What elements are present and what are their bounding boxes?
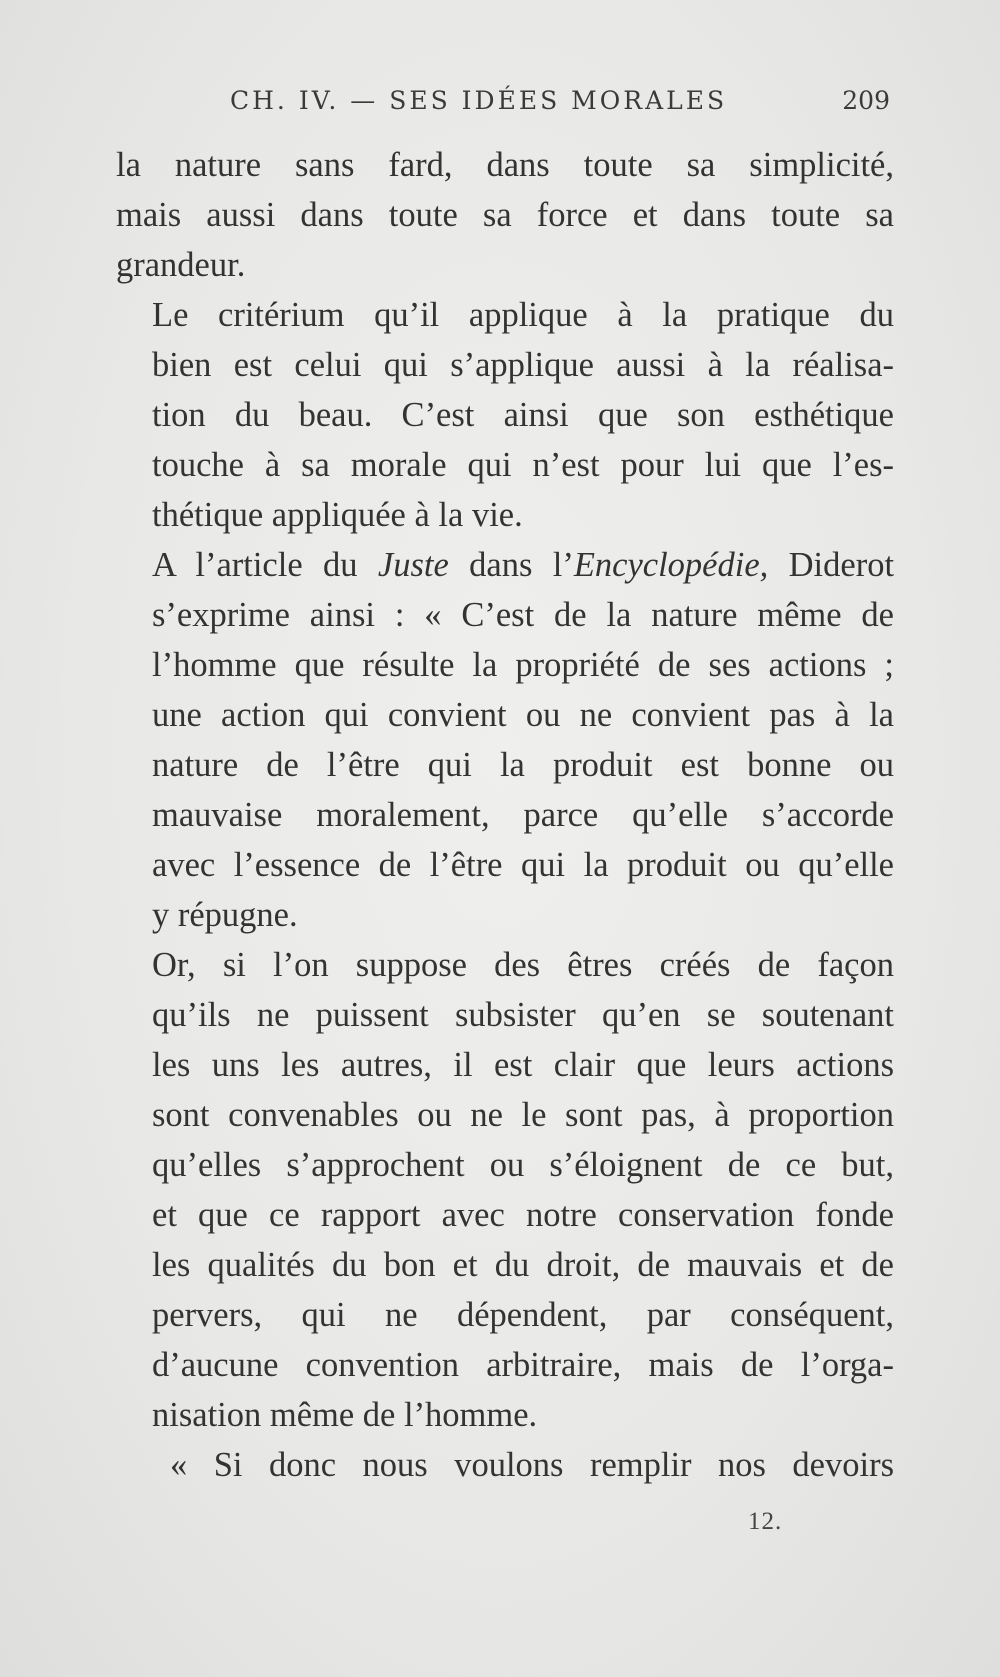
italic-title: Juste — [377, 546, 449, 584]
running-title: CH. IV. — SES IDÉES MORALES — [230, 86, 728, 115]
text-line: qu’elles s’approchent ou s’éloignent de ce but, — [152, 1146, 894, 1184]
text-line: « Si donc nous voulons remplir nos devoirs — [170, 1446, 894, 1484]
text-line: qu’ils ne puissent subsister qu’en se soutenant — [152, 996, 894, 1034]
body-text — [116, 140, 894, 1490]
paragraph — [116, 140, 894, 290]
text-line: avec l’essence de l’être qui la produit ou qu’elle — [152, 846, 894, 884]
text-line: nisation même de l’homme. — [152, 1396, 538, 1434]
text-line: mauvaise moralement, parce qu’elle s’accorde — [152, 796, 894, 834]
text-line: touche à sa morale qui n’est pour lui que l’es- — [152, 446, 894, 484]
page-header — [230, 86, 890, 126]
paragraph — [116, 290, 894, 540]
text-line: d’aucune convention arbitraire, mais de l’orga- — [152, 1346, 894, 1384]
text-run: Diderot — [788, 546, 895, 584]
signature-mark: 12. — [748, 1508, 783, 1535]
text-line: s’exprime ainsi : « C’est de la nature même de — [152, 596, 894, 634]
text-line: l’homme que résulte la propriété de ses actions ; — [152, 646, 894, 684]
text-run: dans l’ — [469, 546, 574, 584]
text-line: les uns les autres, il est clair que leurs actions — [152, 1046, 894, 1084]
text-line: la nature sans fard, dans toute sa simplicité, — [116, 146, 894, 184]
text-line: y répugne. — [152, 896, 298, 934]
text-line: Le critérium qu’il applique à la pratique du — [152, 296, 894, 334]
text-line: une action qui convient ou ne convient pas à la — [152, 696, 894, 734]
italic-title: Encyclopédie, — [573, 546, 769, 584]
page-number: 209 — [842, 86, 890, 115]
text-line: nature de l’être qui la produit est bonne ou — [152, 746, 894, 784]
paragraph — [116, 540, 894, 940]
text-line: pervers, qui ne dépendent, par conséquent, — [152, 1296, 894, 1334]
text-run: A l’article du — [152, 546, 358, 584]
text-line: grandeur. — [116, 246, 246, 284]
paragraph — [116, 1440, 894, 1490]
text-line: bien est celui qui s’applique aussi à la réalisa- — [152, 346, 894, 384]
text-line: thétique appliquée à la vie. — [152, 496, 523, 534]
text-line: Or, si l’on suppose des êtres créés de façon — [152, 946, 894, 984]
paragraph — [116, 940, 894, 1440]
text-line: les qualités du bon et du droit, de mauvais et de — [152, 1246, 894, 1284]
text-line: sont convenables ou ne le sont pas, à proportion — [152, 1096, 894, 1134]
text-line: tion du beau. C’est ainsi que son esthétique — [152, 396, 894, 434]
text-line: mais aussi dans toute sa force et dans toute sa — [116, 196, 894, 234]
text-line: et que ce rapport avec notre conservation fonde — [152, 1196, 894, 1234]
text-line — [116, 540, 894, 590]
